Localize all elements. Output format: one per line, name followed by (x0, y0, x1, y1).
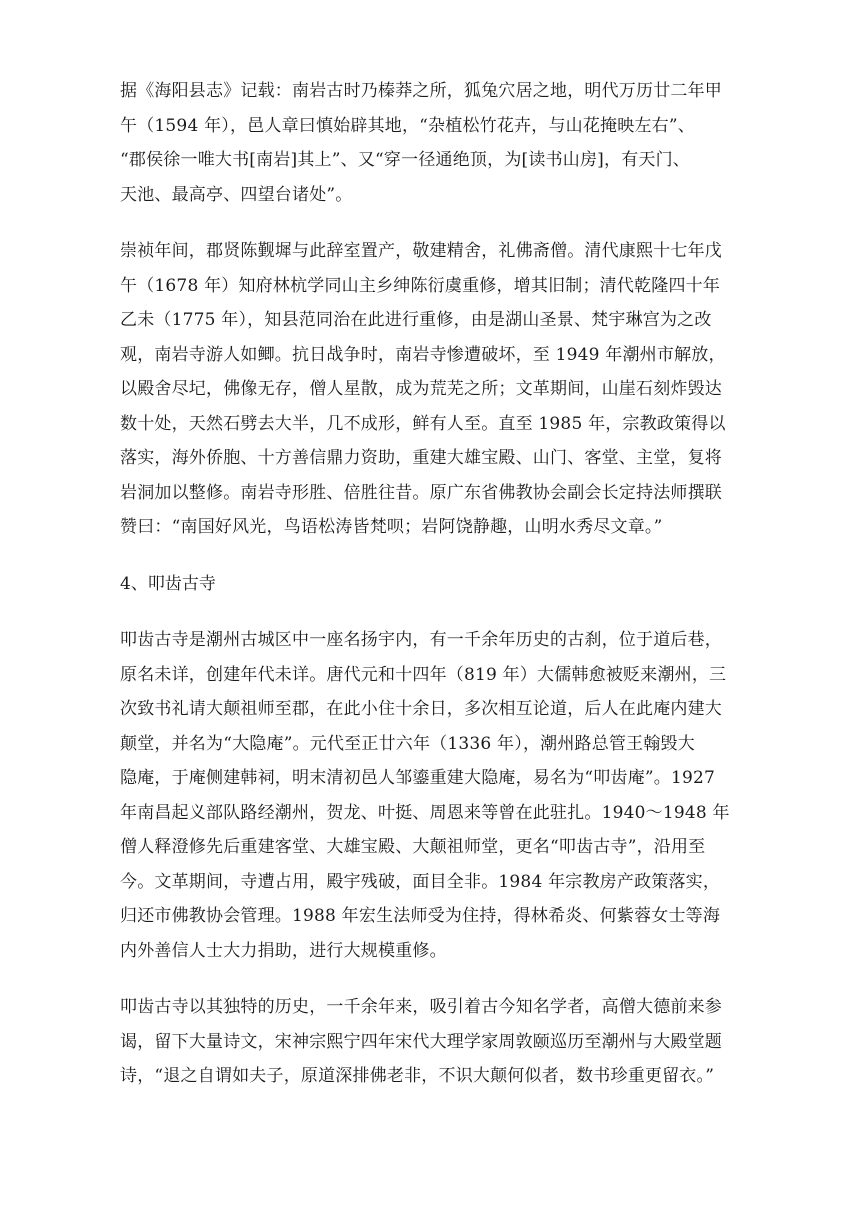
text-line: 午（1678 年）知府林杭学同山主乡绅陈衍虞重修，增其旧制；清代乾隆四十年 (120, 275, 721, 296)
paragraph-kouchi-poetry (120, 990, 740, 1094)
text-line: 落实，海外侨胞、十方善信鼎力资助，重建大雄宝殿、山门、客堂、主堂，复将 (120, 448, 722, 468)
text-line: 据《海阳县志》记载：南岩古时乃榛莽之所，狐兔穴居之地，明代万历廿二年甲 (120, 81, 722, 101)
paragraph-kouchi-history (120, 623, 740, 968)
text-line: 崇祯年间，郡贤陈觐墀与此辞室置产，敬建精舍，礼佛斋僧。清代康熙十七年戊 (120, 241, 722, 261)
paragraph-nanyan-restoration (120, 234, 740, 545)
text-line: 原名未详，创建年代未详。唐代元和十四年（819 年）大儒韩愈被贬来潮州，三 (120, 664, 727, 685)
text-line: 僧人释澄修先后重建客堂、大雄宝殿、大颠祖师堂，更名“叩齿古寺”，沿用至 (120, 837, 706, 857)
text-line: 午（1594 年），邑人章曰慎始辟其地，“杂植松竹花卉，与山花掩映左右”、 (120, 115, 695, 136)
text-line: 天池、最高亭、四望台诸处”。 (120, 184, 353, 205)
text-line: 年南昌起义部队路经潮州，贺龙、叶挺、周恩来等曾在此驻扎。1940～1948 年 (120, 802, 730, 823)
text-line: 归还市佛教协会管理。1988 年宏生法师受为住持，得林希炎、何紫蓉女士等海 (120, 906, 721, 926)
text-line: 数十处，天然石劈去大半，几不成形，鲜有人至。直至 1985 年，宗教政策得以 (120, 413, 726, 434)
text-line: 叩齿古寺以其独特的历史，一千余年来，吸引着古今知名学者，高僧大德前来参 (120, 997, 722, 1017)
text-line: 岩洞加以整修。南岩寺形胜、倍胜往昔。原广东省佛教协会副会长定持法师撰联 (120, 482, 722, 503)
text-line: 内外善信人士大力捐助，进行大规模重修。 (120, 940, 447, 961)
text-line: 乙未（1775 年），知县范同治在此进行重修，由是湖山圣景、梵宇琳宫为之改 (120, 310, 712, 330)
text-line: 颠堂，并名为“大隐庵”。元代至正廿六年（1336 年），潮州路总管王翰毁大 (120, 733, 695, 754)
text-line: 以殿舍尽圮，佛像无存，僧人星散，成为荒芜之所；文革期间，山崖石刻炸毁达 (120, 379, 722, 399)
text-line: 今。文革期间，寺遭占用，殿宇残破，面目全非。1984 年宗教房产政策落实， (120, 871, 721, 892)
text-line: 次致书礼请大颠祖师至郡，在此小住十余日，多次相互论道，后人在此庵内建大 (120, 699, 722, 719)
text-line: 叩齿古寺是潮州古城区中一座名扬宇内，有一千余年历史的古刹，位于道后巷， (120, 630, 722, 650)
document-body (120, 74, 740, 1116)
text-line: “郡侯徐一唯大书[南岩]其上”、又“穿一径通绝顶，为[读书山房]，有天门、 (120, 150, 691, 170)
paragraph-nanyan-history (120, 74, 740, 212)
text-line: 赞曰：“南国好风光，鸟语松涛皆梵呗；岩阿饶静趣，山明水秀尽文章。” (120, 517, 663, 537)
text-line: 诗，“退之自谓如夫子，原道深排佛老非，不识大颠何似者，数书珍重更留衣。” (120, 1066, 715, 1086)
text-line: 观，南岩寺游人如鲫。抗日战争时，南岩寺惨遭破坏，至 1949 年潮州市解放， (120, 344, 726, 365)
section-heading-kouchi-temple: 4、叩齿古寺 (120, 573, 216, 594)
text-line: 谒，留下大量诗文，宋神宗熙宁四年宋代大理学家周敦颐巡历至潮州与大殿堂题 (120, 1031, 722, 1052)
text-line: 隐庵，于庵侧建韩祠，明末清初邑人邹鎏重建大隐庵，易名为“叩齿庵”。1927 (120, 768, 716, 788)
